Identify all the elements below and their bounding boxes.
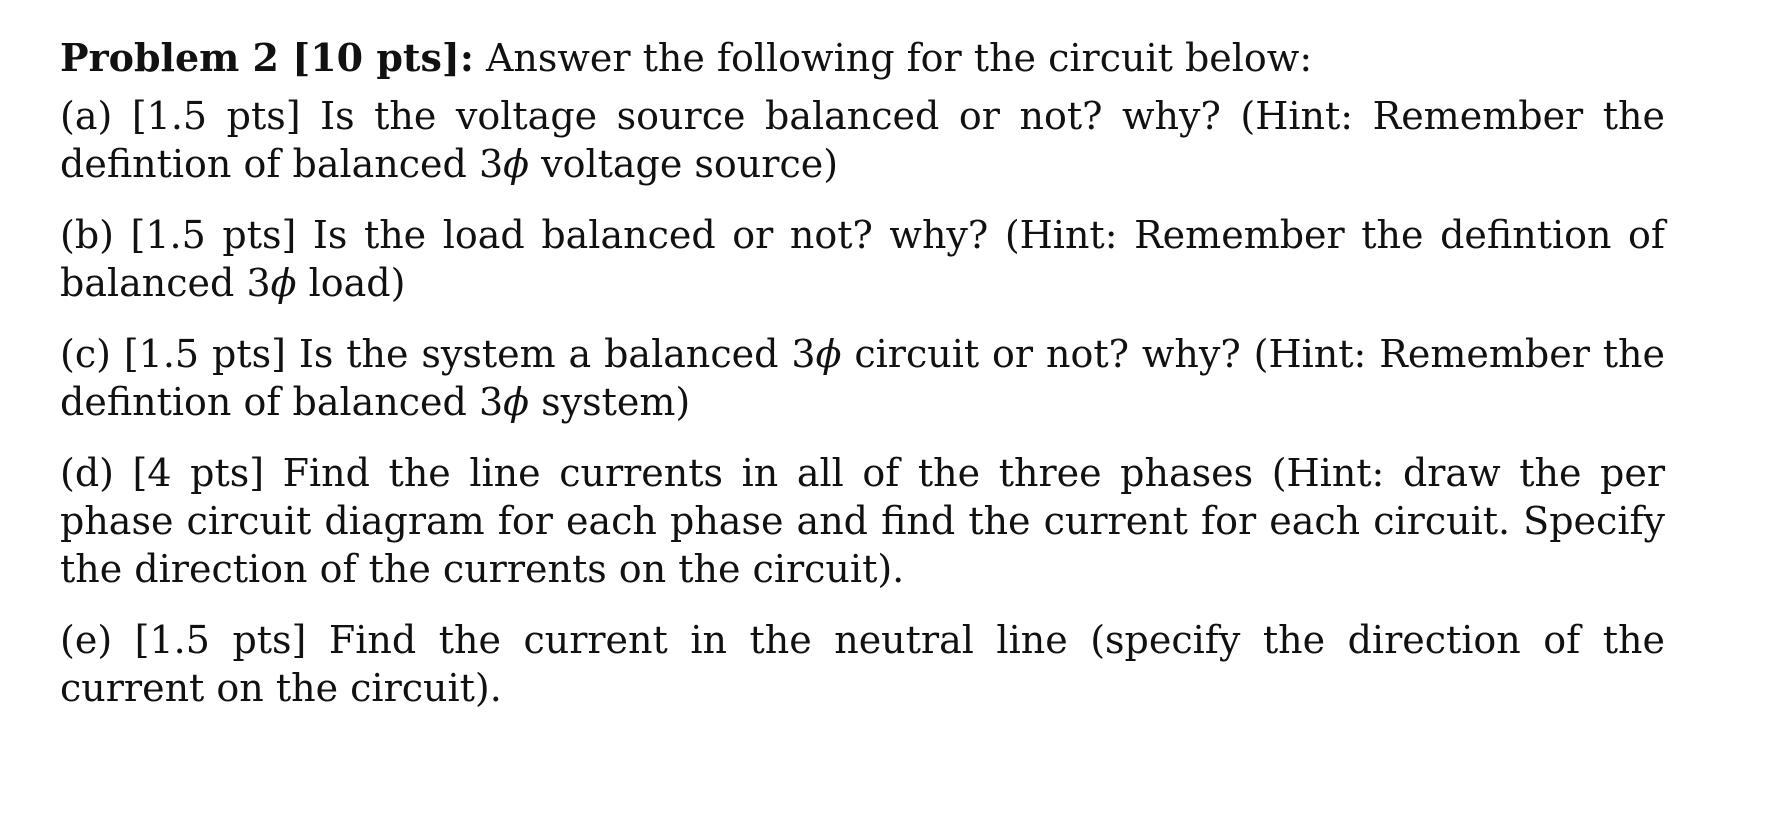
part-d: [60, 449, 1665, 593]
problem-document: [60, 30, 1665, 735]
part-a-text: (a) [1.5 pts] Is the voltage source balanced or not? why? (Hint: Remember the defintion of balanced 3: [60, 94, 1665, 186]
problem-intro: Answer the following for the circuit below:: [485, 36, 1313, 80]
phi-symbol: ϕ: [503, 142, 530, 186]
part-a: [60, 92, 1665, 188]
problem-title: Problem 2 [10 pts]:: [60, 35, 474, 80]
part-a-tail: voltage source): [529, 142, 839, 186]
phi-symbol: ϕ: [503, 380, 530, 424]
part-c-text: (c) [1.5 pts] Is the system a balanced 3: [60, 332, 816, 376]
part-c: [60, 330, 1665, 426]
part-e-text: (e) [1.5 pts] Find the current in the neutral line (specify the direction of the current on the circuit).: [60, 618, 1665, 710]
phi-symbol: ϕ: [270, 261, 297, 305]
part-b-text: (b) [1.5 pts] Is the load balanced or not? why? (Hint: Remember the defintion of balanced 3: [60, 213, 1665, 305]
part-b-tail: load): [296, 261, 406, 305]
part-d-text: (d) [4 pts] Find the line currents in all of the three phases (Hint: draw the per phase circuit diagram for each phase and find the current for each circuit. Specify the direction of the currents on the circuit).: [60, 451, 1665, 591]
problem-heading: [60, 30, 1665, 86]
part-c-tail: system): [529, 380, 691, 424]
part-b: [60, 211, 1665, 307]
phi-symbol: ϕ: [815, 332, 842, 376]
part-c-middle: circuit or not? why? (Hint: Remember the defintion of balanced 3: [60, 332, 1665, 424]
part-e: [60, 616, 1665, 712]
